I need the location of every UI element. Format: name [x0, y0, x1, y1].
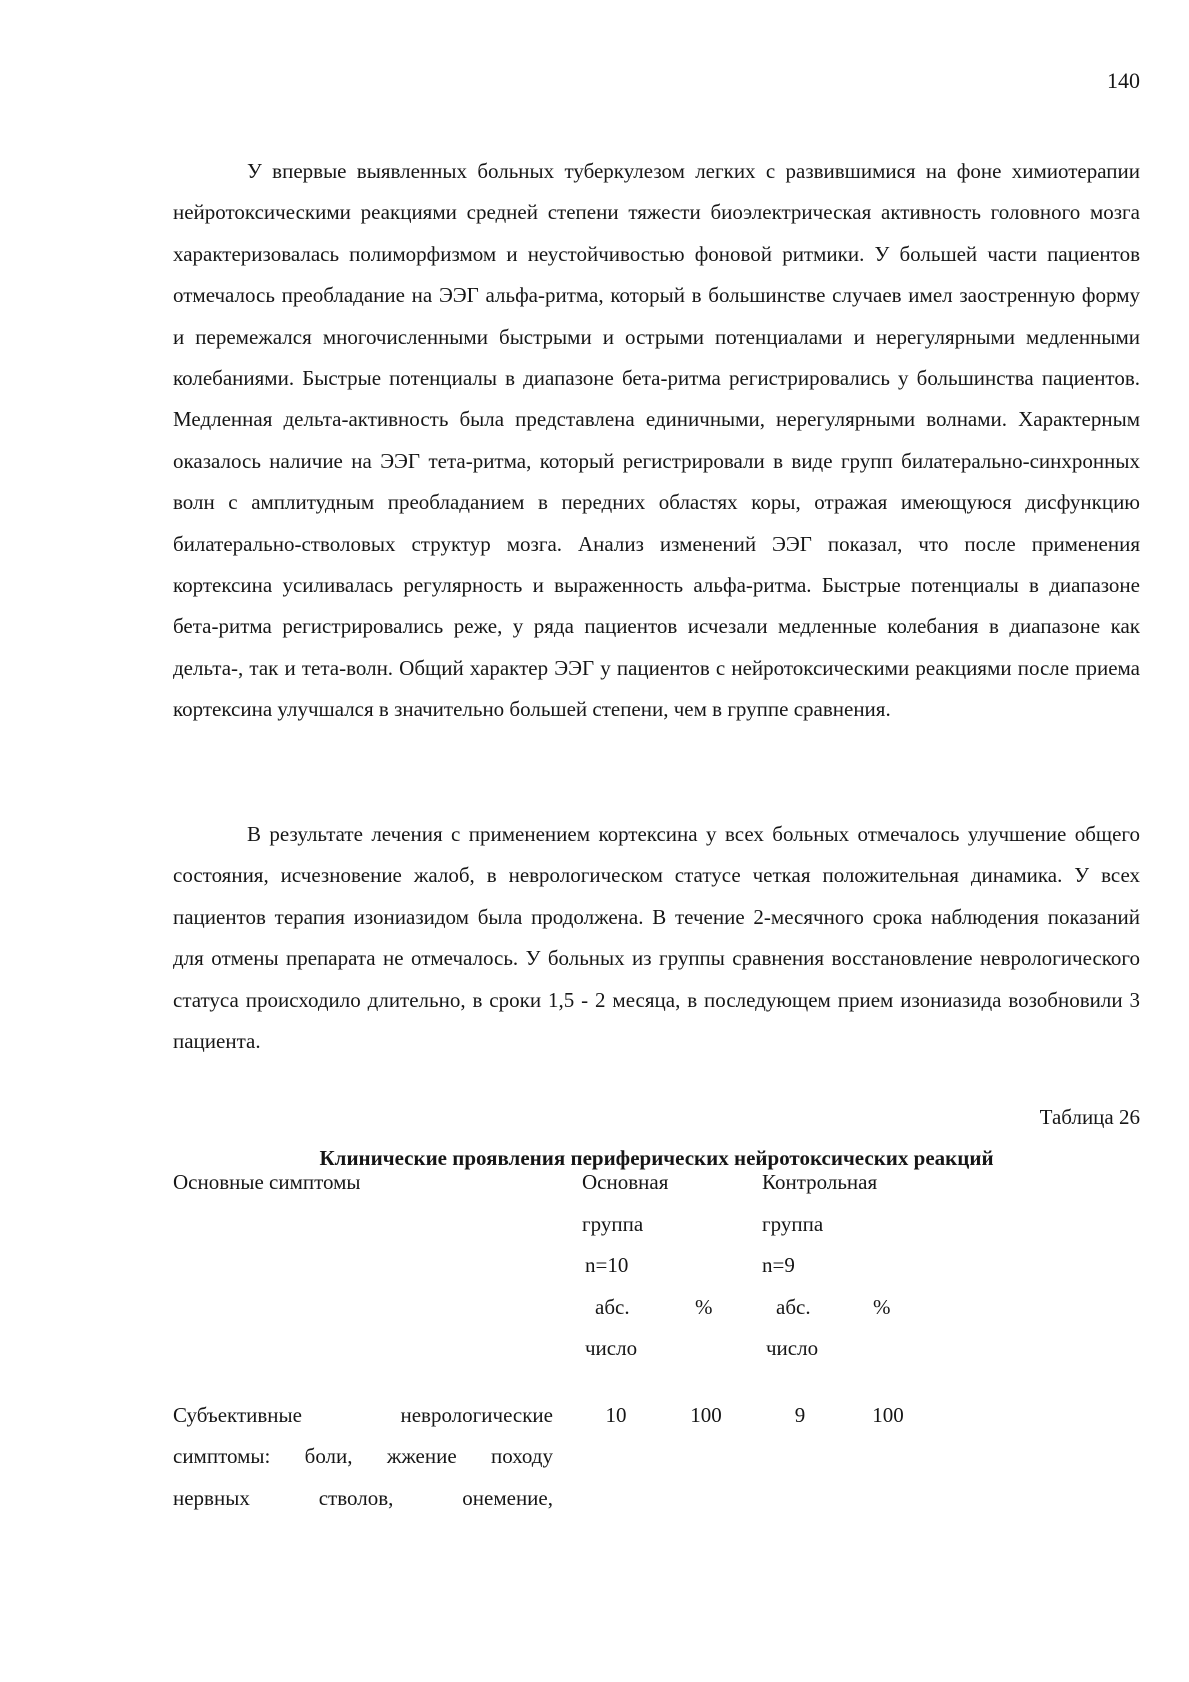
header-control-abs-line1: абс. — [776, 1295, 811, 1319]
cell-control-abs: 9 — [794, 1403, 806, 1427]
symptom-line: симптомы: боли, жжение походу — [173, 1444, 553, 1469]
page-number: 140 — [1107, 68, 1140, 93]
header-main-percent: % — [695, 1295, 713, 1319]
header-control-group-line1: Контрольная — [762, 1170, 878, 1194]
table-caption: Таблица 26 — [1039, 1105, 1140, 1129]
cell-main-abs: 10 — [605, 1403, 627, 1427]
paragraph-eeg-findings: У впервые выявленных больных туберкулезом легких с развившимися на фоне химиотерапии нейротоксическими реакциями средней степени тяжести биоэлектрическая активность головного мозга характеризовалась полиморфизмом и неустойчивостью фоновой ритмики. У большей части пациентов отмечалось преобладание на ЭЭГ альфа-ритма, который в большинстве случаев имел заостренную форму и перемежался многочисленными быстрыми и острыми потенциалами и нерегулярными медленными колебаниями. Быстрые потенциалы в диапазоне бета-ритма регистрировались у большинства пациентов. Медленная дельта-активность была представлена единичными, нерегулярными волнами. Характерным оказалось наличие на ЭЭГ тета-ритма, который регистрировали в виде групп билатерально-синхронных волн с амплитудным преобладанием в передних областях коры, отражая имеющуюся дисфункцию билатерально-стволовых структур мозга. Анализ изменений ЭЭГ показал, что после применения кортексина усиливалась регулярность и выраженность альфа-ритма. Быстрые потенциалы в диапазоне бета-ритма регистрировались реже, у ряда пациентов исчезали медленные колебания в диапазоне как дельта-, так и тета-волн. Общий характер ЭЭГ у пациентов с нейротоксическими реакциями после приема кортексина улучшался в значительно большей степени, чем в группе сравнения. — [173, 159, 1140, 722]
header-main-group-line2: группа — [582, 1212, 644, 1236]
header-main-abs-line2: число — [585, 1336, 638, 1360]
header-symptoms: Основные симптомы — [173, 1170, 361, 1194]
header-main-group-line1: Основная — [582, 1170, 669, 1194]
cell-main-pct: 100 — [690, 1403, 722, 1427]
cell-control-pct: 100 — [872, 1403, 904, 1427]
header-control-group-line2: группа — [762, 1212, 824, 1236]
header-control-percent: % — [873, 1295, 891, 1319]
paragraph-treatment-results: В результате лечения с применением кортексина у всех больных отмечалось улучшение общего состояния, исчезновение жалоб, в неврологическом статусе четкая положительная динамика. У всех пациентов терапия изониазидом была продолжена. В течение 2-месячного срока наблюдения показаний для отмены препарата не отмечалось. У больных из группы сравнения восстановление неврологического статуса происходило длительно, в сроки 1,5 - 2 месяца, в последующем прием изониазида возобновили 3 пациента. — [173, 822, 1140, 1054]
header-main-group-n: n=10 — [585, 1253, 629, 1277]
table-row-symptom — [173, 1395, 553, 1519]
table-title: Клинические проявления периферических нейротоксических реакций — [319, 1146, 994, 1170]
header-main-abs-line1: абс. — [595, 1295, 630, 1319]
symptom-line: нервных стволов, онемение, — [173, 1485, 553, 1510]
header-control-group-n: n=9 — [762, 1253, 795, 1277]
header-control-abs-line2: число — [766, 1336, 819, 1360]
symptom-line: Субъективные неврологические — [173, 1403, 553, 1427]
